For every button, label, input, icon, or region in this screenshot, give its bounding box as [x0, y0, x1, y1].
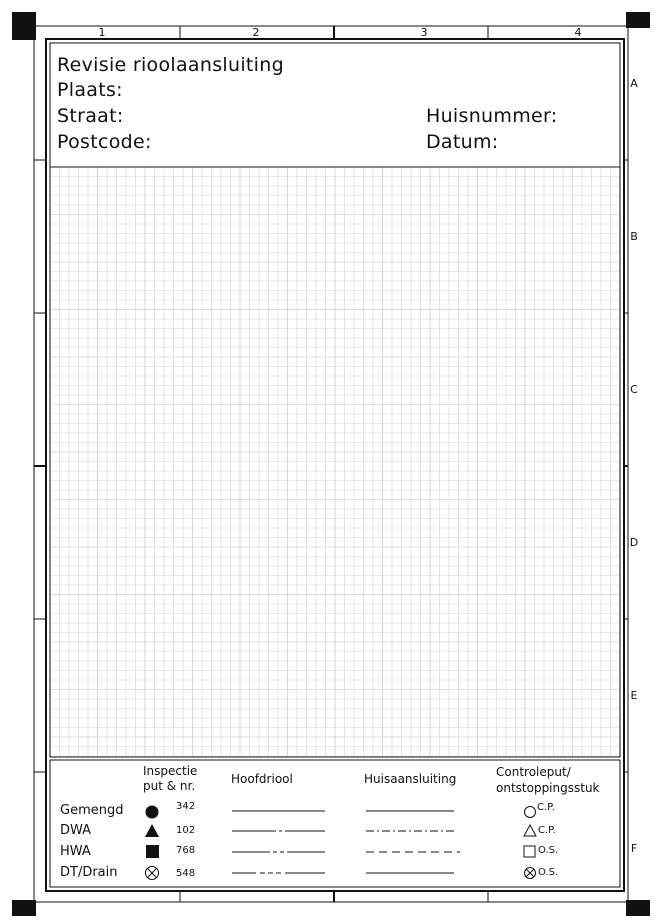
legend-header-huisaansluiting: Huisaansluiting: [364, 772, 457, 786]
legend-put-number: 768: [176, 845, 196, 856]
legend-cp-label: C.P.: [538, 825, 556, 836]
column-zone-dividers: [180, 26, 488, 902]
filled-triangle-icon: [145, 824, 159, 837]
zone-row-f: F: [630, 842, 638, 855]
filled-circle-icon: [146, 806, 159, 819]
square-icon: [524, 846, 535, 857]
legend-header-hoofdriool: Hoofdriool: [231, 772, 293, 786]
corner-marker-top-left: [12, 12, 36, 40]
legend-panel: [50, 760, 620, 887]
legend-header-controleput: Controleput/: [496, 765, 571, 779]
legend-put-number: 548: [176, 868, 196, 879]
legend-huisaansluiting-lines: [366, 811, 460, 873]
legend-row-label: DWA: [60, 823, 92, 838]
legend-cp-label: C.P.: [537, 802, 555, 813]
legend-put-number: 102: [176, 825, 196, 836]
circle-icon: [525, 807, 536, 818]
circle-x-icon: [525, 868, 536, 879]
corner-marker-bottom-left: [12, 900, 36, 916]
form-title: Revisie rioolaansluiting: [57, 54, 284, 76]
zone-row-e: E: [630, 689, 638, 702]
zone-column-1: 1: [98, 26, 106, 39]
legend-put-number: 342: [176, 801, 196, 812]
legend-cp-label: O.S.: [538, 845, 559, 856]
zone-column-3: 3: [420, 26, 428, 39]
legend-cp-label: O.S.: [538, 867, 559, 878]
legend-row-label: Gemengd: [60, 803, 124, 818]
zone-row-a: A: [630, 77, 638, 90]
legend-row-label: HWA: [60, 844, 91, 859]
legend-hoofdriool-lines: [232, 811, 325, 873]
postcode-label: Postcode:: [57, 131, 152, 153]
triangle-icon: [524, 825, 536, 836]
corner-marker-bottom-right: [626, 900, 650, 916]
corner-marker-top-right: [626, 12, 650, 28]
huisnummer-label: Huisnummer:: [426, 105, 558, 127]
legend-cp-symbols: [524, 807, 536, 879]
grid-area: [50, 167, 620, 757]
legend-put-symbols: [145, 806, 159, 880]
datum-label: Datum:: [426, 131, 499, 153]
legend-header-inspectie: Inspectie: [143, 764, 198, 778]
zone-row-b: B: [630, 230, 638, 243]
zone-row-d: D: [629, 536, 639, 549]
zone-row-c: C: [630, 383, 638, 396]
legend-row-label: DT/Drain: [60, 865, 118, 880]
straat-label: Straat:: [57, 105, 124, 127]
legend-header-ontstoppingsstuk: ontstoppingsstuk: [496, 781, 600, 795]
circle-x-icon: [146, 867, 159, 880]
filled-square-icon: [146, 845, 159, 858]
zone-column-2: 2: [252, 26, 260, 39]
zone-column-4: 4: [574, 26, 582, 39]
legend-header-put-nr: put & nr.: [143, 779, 196, 793]
plaats-label: Plaats:: [57, 79, 123, 101]
